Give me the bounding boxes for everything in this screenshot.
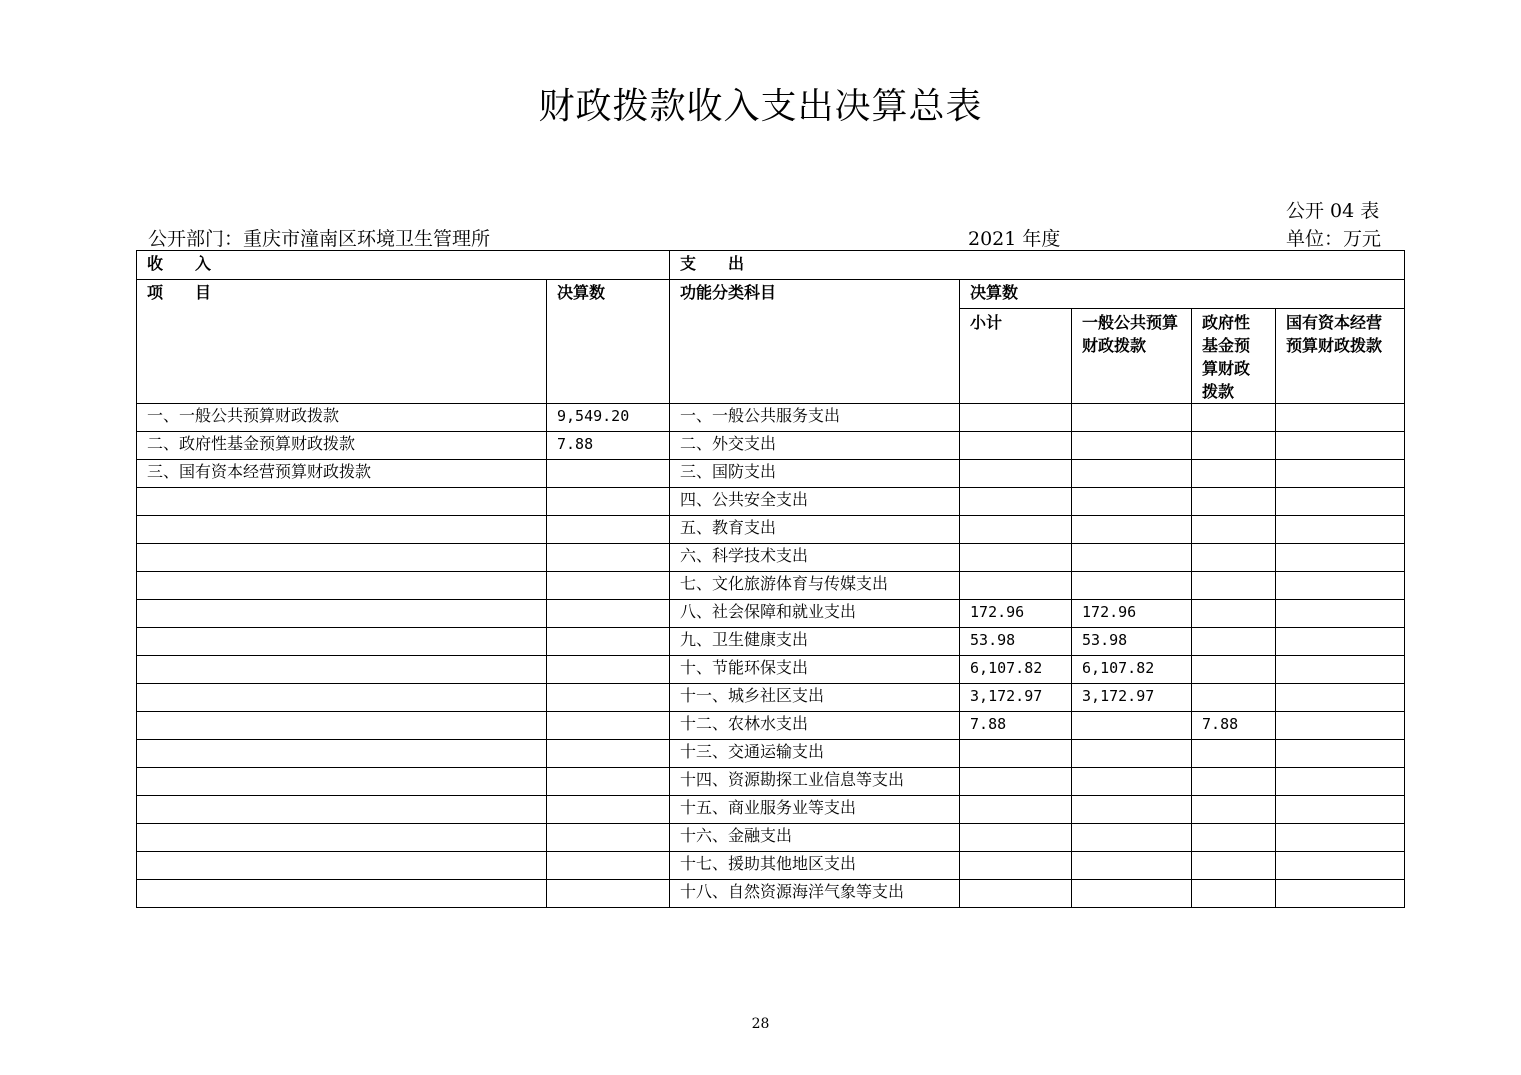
subtotal-cell (960, 572, 1072, 600)
subtotal-cell (960, 488, 1072, 516)
income-amount-cell: 9,549.20 (547, 404, 670, 432)
state-capital-cell (1276, 712, 1405, 740)
subtotal-cell (960, 404, 1072, 432)
state-capital-cell (1276, 488, 1405, 516)
subtotal-cell (960, 852, 1072, 880)
state-capital-cell (1276, 628, 1405, 656)
table-row (137, 460, 1405, 488)
income-amount-cell (547, 852, 670, 880)
subtotal-cell (960, 768, 1072, 796)
general-budget-cell: 53.98 (1072, 628, 1192, 656)
state-capital-cell (1276, 544, 1405, 572)
table-row (137, 516, 1405, 544)
income-amount-cell (547, 572, 670, 600)
amount-header: 决算数 (547, 280, 670, 404)
gov-fund-cell (1192, 432, 1276, 460)
subtotal-cell (960, 796, 1072, 824)
expense-item-cell: 十三、交通运输支出 (670, 740, 960, 768)
expense-item-cell: 三、国防支出 (670, 460, 960, 488)
income-item-cell (137, 740, 547, 768)
general-budget-cell: 6,107.82 (1072, 656, 1192, 684)
department-label: 公开部门：重庆市潼南区环境卫生管理所 (148, 228, 491, 250)
income-item-cell (137, 628, 547, 656)
income-amount-cell (547, 488, 670, 516)
gov-fund-cell: 7.88 (1192, 712, 1276, 740)
gov-fund-cell (1192, 880, 1276, 908)
income-item-cell (137, 796, 547, 824)
table-row (137, 880, 1405, 908)
table-row (137, 600, 1405, 628)
income-item-cell (137, 712, 547, 740)
table-row (137, 572, 1405, 600)
gov-fund-cell (1192, 684, 1276, 712)
table-row (137, 684, 1405, 712)
state-capital-cell (1276, 824, 1405, 852)
page-number: 28 (751, 1016, 770, 1032)
gov-fund-cell (1192, 768, 1276, 796)
state-capital-header: 国有资本经营预算财政拨款 (1276, 309, 1405, 404)
expense-item-cell: 十二、农林水支出 (670, 712, 960, 740)
general-budget-cell (1072, 572, 1192, 600)
income-item-cell: 三、国有资本经营预算财政拨款 (137, 460, 547, 488)
income-item-cell (137, 852, 547, 880)
gov-fund-cell (1192, 852, 1276, 880)
table-row (137, 544, 1405, 572)
expense-header: 支 出 (670, 251, 1405, 280)
expense-item-cell: 十、节能环保支出 (670, 656, 960, 684)
expense-item-cell: 五、教育支出 (670, 516, 960, 544)
gov-fund-cell (1192, 460, 1276, 488)
general-budget-cell (1072, 488, 1192, 516)
general-budget-cell (1072, 544, 1192, 572)
general-budget-cell (1072, 432, 1192, 460)
expense-item-cell: 二、外交支出 (670, 432, 960, 460)
general-budget-cell (1072, 404, 1192, 432)
expense-item-cell: 十六、金融支出 (670, 824, 960, 852)
gov-fund-cell (1192, 488, 1276, 516)
subtotal-cell: 172.96 (960, 600, 1072, 628)
state-capital-cell (1276, 460, 1405, 488)
table-row (137, 404, 1405, 432)
gov-fund-cell (1192, 404, 1276, 432)
general-budget-cell: 172.96 (1072, 600, 1192, 628)
table-row (137, 432, 1405, 460)
final-amount-header: 决算数 (960, 280, 1405, 309)
expense-item-cell: 十四、资源勘探工业信息等支出 (670, 768, 960, 796)
subtotal-cell (960, 460, 1072, 488)
income-amount-cell (547, 684, 670, 712)
state-capital-cell (1276, 516, 1405, 544)
income-item-cell (137, 572, 547, 600)
income-item-cell (137, 600, 547, 628)
general-budget-cell (1072, 740, 1192, 768)
income-amount-cell (547, 600, 670, 628)
subtotal-cell: 3,172.97 (960, 684, 1072, 712)
subtotal-cell (960, 740, 1072, 768)
gov-fund-cell (1192, 544, 1276, 572)
expense-item-cell: 六、科学技术支出 (670, 544, 960, 572)
subtotal-cell: 7.88 (960, 712, 1072, 740)
subtotal-cell (960, 880, 1072, 908)
fiscal-year: 2021 年度 (968, 228, 1061, 250)
state-capital-cell (1276, 656, 1405, 684)
income-amount-cell (547, 544, 670, 572)
expense-item-cell: 一、一般公共服务支出 (670, 404, 960, 432)
subtotal-cell (960, 516, 1072, 544)
income-amount-cell: 7.88 (547, 432, 670, 460)
income-item-cell (137, 880, 547, 908)
state-capital-cell (1276, 600, 1405, 628)
subtotal-header: 小计 (960, 309, 1072, 404)
table-row (137, 796, 1405, 824)
state-capital-cell (1276, 880, 1405, 908)
state-capital-cell (1276, 684, 1405, 712)
table-row (137, 488, 1405, 516)
income-item-cell (137, 544, 547, 572)
expense-item-cell: 九、卫生健康支出 (670, 628, 960, 656)
general-budget-cell (1072, 460, 1192, 488)
table-row (137, 740, 1405, 768)
income-item-cell (137, 824, 547, 852)
income-amount-cell (547, 880, 670, 908)
income-amount-cell (547, 824, 670, 852)
general-budget-header: 一般公共预算财政拨款 (1072, 309, 1192, 404)
income-item-cell (137, 684, 547, 712)
state-capital-cell (1276, 796, 1405, 824)
expense-item-cell: 十五、商业服务业等支出 (670, 796, 960, 824)
income-item-cell (137, 656, 547, 684)
state-capital-cell (1276, 572, 1405, 600)
table-row (137, 628, 1405, 656)
income-amount-cell (547, 460, 670, 488)
gov-fund-header: 政府性基金预算财政拨款 (1192, 309, 1276, 404)
subtotal-cell (960, 824, 1072, 852)
income-item-cell (137, 516, 547, 544)
table-row (137, 852, 1405, 880)
general-budget-cell (1072, 824, 1192, 852)
state-capital-cell (1276, 740, 1405, 768)
expense-item-cell: 十七、援助其他地区支出 (670, 852, 960, 880)
gov-fund-cell (1192, 572, 1276, 600)
expense-item-cell: 八、社会保障和就业支出 (670, 600, 960, 628)
form-number: 公开 04 表 (1286, 200, 1380, 222)
state-capital-cell (1276, 404, 1405, 432)
table-row (137, 824, 1405, 852)
income-amount-cell (547, 516, 670, 544)
general-budget-cell: 3,172.97 (1072, 684, 1192, 712)
item-header: 项 目 (137, 280, 547, 404)
income-amount-cell (547, 796, 670, 824)
income-amount-cell (547, 656, 670, 684)
income-item-cell: 一、一般公共预算财政拨款 (137, 404, 547, 432)
gov-fund-cell (1192, 740, 1276, 768)
income-amount-cell (547, 712, 670, 740)
gov-fund-cell (1192, 796, 1276, 824)
table-row (137, 712, 1405, 740)
gov-fund-cell (1192, 628, 1276, 656)
income-amount-cell (547, 740, 670, 768)
gov-fund-cell (1192, 516, 1276, 544)
general-budget-cell (1072, 768, 1192, 796)
expense-item-cell: 四、公共安全支出 (670, 488, 960, 516)
state-capital-cell (1276, 768, 1405, 796)
gov-fund-cell (1192, 824, 1276, 852)
income-item-cell: 二、政府性基金预算财政拨款 (137, 432, 547, 460)
gov-fund-cell (1192, 656, 1276, 684)
general-budget-cell (1072, 712, 1192, 740)
page-title: 财政拨款收入支出决算总表 (538, 86, 983, 127)
subtotal-cell (960, 544, 1072, 572)
general-budget-cell (1072, 880, 1192, 908)
table-row (137, 656, 1405, 684)
income-item-cell (137, 488, 547, 516)
subtotal-cell (960, 432, 1072, 460)
expense-item-cell: 十一、城乡社区支出 (670, 684, 960, 712)
subtotal-cell: 6,107.82 (960, 656, 1072, 684)
general-budget-cell (1072, 796, 1192, 824)
subtotal-cell: 53.98 (960, 628, 1072, 656)
gov-fund-cell (1192, 600, 1276, 628)
income-header: 收 入 (137, 251, 670, 280)
income-amount-cell (547, 628, 670, 656)
state-capital-cell (1276, 852, 1405, 880)
income-item-cell (137, 768, 547, 796)
expense-item-cell: 七、文化旅游体育与传媒支出 (670, 572, 960, 600)
income-amount-cell (547, 768, 670, 796)
general-budget-cell (1072, 516, 1192, 544)
budget-table (136, 250, 1405, 908)
table-row (137, 768, 1405, 796)
expense-item-cell: 十八、自然资源海洋气象等支出 (670, 880, 960, 908)
state-capital-cell (1276, 432, 1405, 460)
general-budget-cell (1072, 852, 1192, 880)
unit-label: 单位：万元 (1286, 228, 1382, 250)
func-class-header: 功能分类科目 (670, 280, 960, 404)
